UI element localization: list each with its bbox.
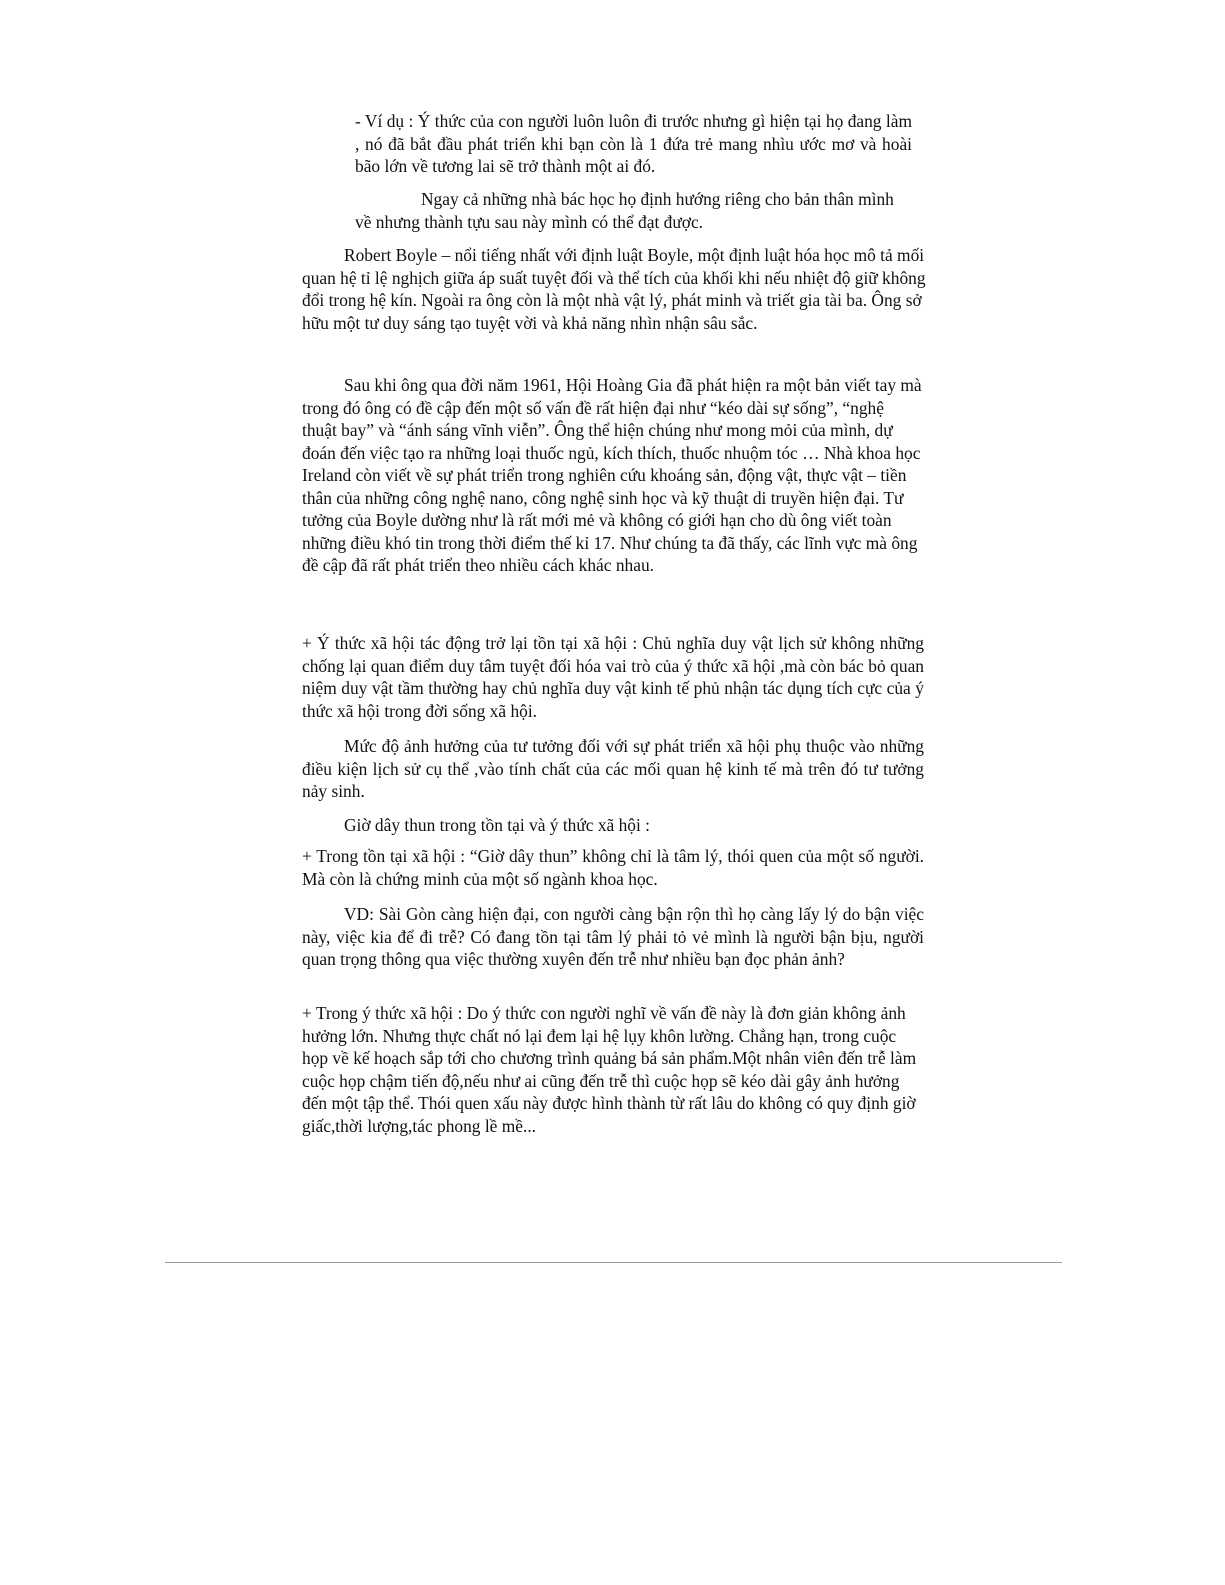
paragraph-saigon-example: VD: Sài Gòn càng hiện đại, con người càng bận rộn thì họ càng lấy lý do bận việc này, việc kia để đi trễ? Có đang tồn tại tâm lý phải tỏ vẻ mình là người bận bịu, người quan trọng thông qua việc thường xuyên đến trễ như nhiều bạn đọc phản ảnh? (302, 904, 924, 969)
paragraph-robert-boyle: Robert Boyle – nổi tiếng nhất với định luật Boyle, một định luật hóa học mô tả mối quan hệ tỉ lệ nghịch giữa áp suất tuyệt đối và thể tích của khối khi nếu nhiệt độ giữ không đổi trong hệ kín. Ngoài ra ông còn là một nhà vật lý, phát minh và triết gia tài ba. Ông sở hữu một tư duy sáng tạo tuyệt vời và khả năng nhìn nhận sâu sắc. (302, 245, 926, 333)
paragraph-rubber-time-heading: Giờ dây thun trong tồn tại và ý thức xã hội : (344, 815, 651, 835)
paragraph-social-awareness: + Trong ý thức xã hội : Do ý thức con người nghĩ về vấn đề này là đơn giản không ảnh hưởng lớn. Nhưng thực chất nó lại đem lại hệ lụy khôn lường. Chẳng hạn, trong cuộc họp về kế hoạch sắp tới cho chương trình quảng bá sản phẩm.Một nhân viên đến trễ làm cuộc họp chậm tiến độ,nếu như ai cũng đến trễ thì cuộc họp sẽ kéo dài gây ảnh hưởng đến một tập thể. Thói quen xấu này được hình thành từ rất lâu do không có quy định giờ giấc,thời lượng,tác phong lề mề... (302, 1003, 917, 1136)
page-break-line (165, 1262, 1062, 1263)
paragraph-social-existence: + Trong tồn tại xã hội : “Giờ dây thun” không chỉ là tâm lý, thói quen của một số người. Mà còn là chứng minh của một số ngành khoa học. (302, 846, 924, 889)
paragraph-influence-level: Mức độ ảnh hưởng của tư tưởng đối với sự phát triển xã hội phụ thuộc vào những điều kiện lịch sử cụ thể ,vào tính chất của các mối quan hệ kinh tế mà trên đó tư tưởng nảy sinh. (302, 736, 924, 801)
paragraph-social-consciousness: + Ý thức xã hội tác động trở lại tồn tại xã hội : Chủ nghĩa duy vật lịch sử không những chống lại quan điểm duy tâm tuyệt đối hóa vai trò của ý thức xã hội ,mà còn bác bỏ quan niệm duy vật tầm thường hay chủ nghĩa duy vật kinh tế phủ nhận tác dụng tích cực của ý thức xã hội trong đời sống xã hội. (302, 633, 924, 721)
paragraph-scientists: Ngay cả những nhà bác học họ định hướng riêng cho bản thân mình về nhưng thành tựu sau này mình có thể đạt được. (355, 189, 894, 232)
paragraph-example-intro: - Ví dụ : Ý thức của con người luôn luôn đi trước nhưng gì hiện tại họ đang làm , nó đã bắt đầu phát triển khi bạn còn là 1 đứa trẻ mang nhìu ước mơ và hoài bão lớn về tương lai sẽ trở thành một ai đó. (355, 111, 912, 176)
paragraph-boyle-legacy: Sau khi ông qua đời năm 1961, Hội Hoàng Gia đã phát hiện ra một bản viết tay mà trong đó ông có đề cập đến một số vấn đề rất hiện đại như “kéo dài sự sống”, “nghệ thuật bay” và “ánh sáng vĩnh viễn”. Ông thể hiện chúng như mong mỏi của mình, dự đoán đến việc tạo ra những loại thuốc ngủ, kích thích, thuốc nhuộm tóc … Nhà khoa học Ireland còn viết về sự phát triển trong nghiên cứu khoáng sản, động vật, thực vật – tiền thân của những công nghệ nano, công nghệ sinh học và kỹ thuật di truyền hiện đại. Tư tưởng của Boyle dường như là rất mới mẻ và không có giới hạn cho dù ông viết toàn những điều khó tin trong thời điểm thế kỉ 17. Như chúng ta đã thấy, các lĩnh vực mà ông đề cập đã rất phát triển theo nhiều cách khác nhau. (302, 375, 922, 575)
